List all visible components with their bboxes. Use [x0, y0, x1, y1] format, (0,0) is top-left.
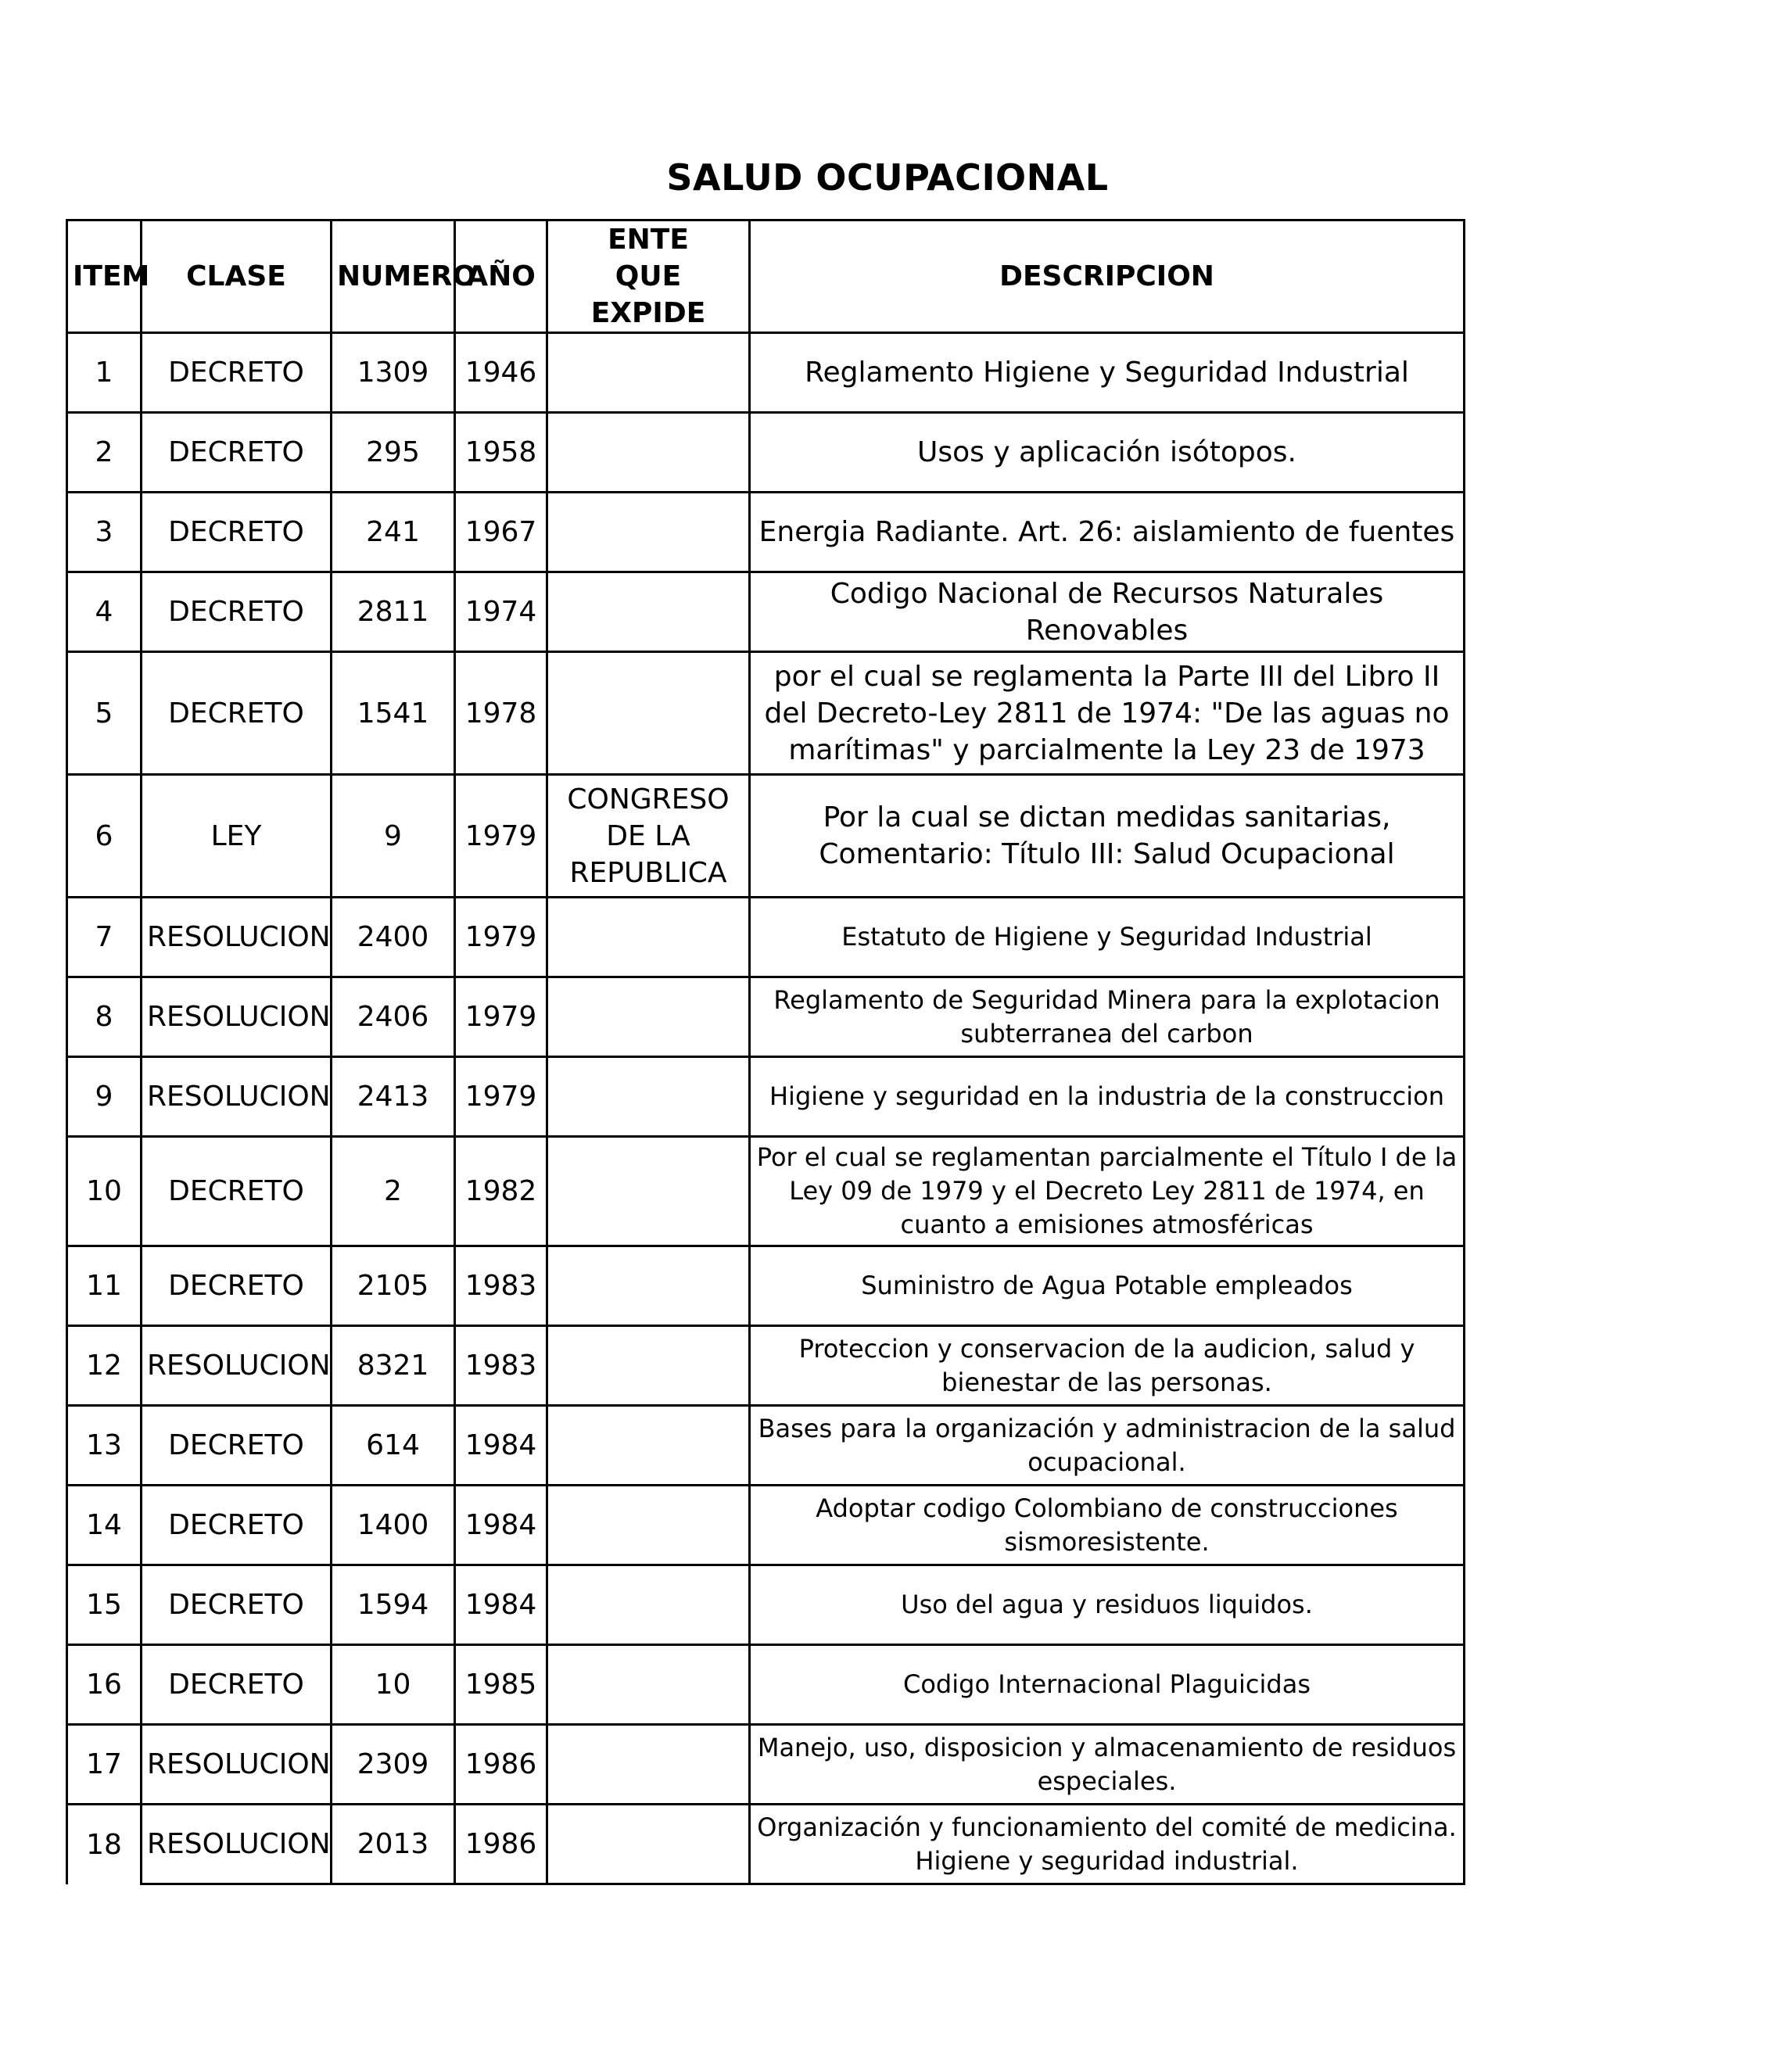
cell-ente	[547, 1246, 750, 1326]
cell-clase: RESOLUCION	[142, 1805, 332, 1884]
cell-clase: RESOLUCION	[142, 1057, 332, 1137]
cell-descripcion: Energia Radiante. Art. 26: aislamiento de fuentes	[750, 493, 1465, 572]
cell-anio: 1967	[455, 493, 547, 572]
cell-clase: LEY	[142, 775, 332, 898]
cell-item: 17	[67, 1725, 142, 1805]
cell-numero: 241	[332, 493, 455, 572]
cell-ente	[547, 413, 750, 493]
table-row	[67, 493, 1465, 572]
cell-anio: 1986	[455, 1805, 547, 1884]
cell-item: 4	[67, 572, 142, 652]
cell-anio: 1979	[455, 775, 547, 898]
cell-anio: 1982	[455, 1137, 547, 1246]
cell-anio: 1986	[455, 1725, 547, 1805]
cell-item: 15	[67, 1565, 142, 1645]
table-row	[67, 1406, 1465, 1486]
cell-ente	[547, 977, 750, 1057]
cell-clase: DECRETO	[142, 1645, 332, 1725]
cell-numero: 1541	[332, 652, 455, 775]
header-clase: CLASE	[142, 220, 332, 333]
table-row	[67, 1246, 1465, 1326]
cell-descripcion: Por el cual se reglamentan parcialmente el Título I de la Ley 09 de 1979 y el Decreto Ley 2811 de 1974, en cuanto a emisiones atmosféricas	[750, 1137, 1465, 1246]
table-row	[67, 572, 1465, 652]
cell-numero: 2	[332, 1137, 455, 1246]
cell-item: 8	[67, 977, 142, 1057]
table-row	[67, 898, 1465, 977]
cell-descripcion: Reglamento Higiene y Seguridad Industrial	[750, 333, 1465, 413]
cell-anio: 1974	[455, 572, 547, 652]
cell-numero: 10	[332, 1645, 455, 1725]
cell-ente	[547, 1326, 750, 1406]
cell-numero: 614	[332, 1406, 455, 1486]
cell-descripcion: Codigo Nacional de Recursos Naturales Renovables	[750, 572, 1465, 652]
cell-descripcion: Organización y funcionamiento del comité de medicina. Higiene y seguridad industrial.	[750, 1805, 1465, 1884]
cell-clase: RESOLUCION	[142, 1326, 332, 1406]
cell-clase: DECRETO	[142, 493, 332, 572]
cell-numero: 2400	[332, 898, 455, 977]
header-anio: AÑO	[455, 220, 547, 333]
cell-descripcion: por el cual se reglamenta la Parte III del Libro II del Decreto-Ley 2811 de 1974: "De las aguas no marítimas" y parcialmente la Ley 23 de 1973	[750, 652, 1465, 775]
cell-numero: 1594	[332, 1565, 455, 1645]
cell-numero: 8321	[332, 1326, 455, 1406]
cell-clase: DECRETO	[142, 1486, 332, 1565]
cell-clase: DECRETO	[142, 1246, 332, 1326]
cell-ente	[547, 1486, 750, 1565]
cell-ente	[547, 1406, 750, 1486]
cell-descripcion: Por la cual se dictan medidas sanitarias, Comentario: Título III: Salud Ocupacional	[750, 775, 1465, 898]
cell-item: 7	[67, 898, 142, 977]
cell-anio: 1984	[455, 1486, 547, 1565]
cell-item: 14	[67, 1486, 142, 1565]
cell-clase: DECRETO	[142, 413, 332, 493]
table-row	[67, 1057, 1465, 1137]
cell-clase: RESOLUCION	[142, 898, 332, 977]
cell-anio: 1984	[455, 1565, 547, 1645]
cell-clase: DECRETO	[142, 1406, 332, 1486]
cell-item: 2	[67, 413, 142, 493]
cell-numero: 2811	[332, 572, 455, 652]
cell-numero: 1309	[332, 333, 455, 413]
cell-ente	[547, 333, 750, 413]
cell-item: 3	[67, 493, 142, 572]
cell-anio: 1979	[455, 977, 547, 1057]
cell-item: 1	[67, 333, 142, 413]
cell-numero: 2013	[332, 1805, 455, 1884]
cell-anio: 1978	[455, 652, 547, 775]
cell-descripcion: Manejo, uso, disposicion y almacenamiento de residuos especiales.	[750, 1725, 1465, 1805]
cell-anio: 1958	[455, 413, 547, 493]
cell-ente: CONGRESO DE LA REPUBLICA	[547, 775, 750, 898]
cell-clase: DECRETO	[142, 652, 332, 775]
cell-descripcion: Higiene y seguridad en la industria de la construccion	[750, 1057, 1465, 1137]
cell-clase: DECRETO	[142, 333, 332, 413]
table-row	[67, 977, 1465, 1057]
page-title: SALUD OCUPACIONAL	[666, 156, 1109, 199]
cell-anio: 1983	[455, 1326, 547, 1406]
table-row	[67, 333, 1465, 413]
cell-descripcion: Usos y aplicación isótopos.	[750, 413, 1465, 493]
cell-numero: 2105	[332, 1246, 455, 1326]
header-numero: NUMERO	[332, 220, 455, 333]
cell-descripcion: Reglamento de Seguridad Minera para la explotacion subterranea del carbon	[750, 977, 1465, 1057]
cell-numero: 2413	[332, 1057, 455, 1137]
cell-anio: 1985	[455, 1645, 547, 1725]
cell-descripcion: Adoptar codigo Colombiano de construcciones sismoresistente.	[750, 1486, 1465, 1565]
cell-anio: 1984	[455, 1406, 547, 1486]
cell-anio: 1946	[455, 333, 547, 413]
cell-anio: 1979	[455, 898, 547, 977]
table-row	[67, 1137, 1465, 1246]
cell-clase: DECRETO	[142, 1565, 332, 1645]
table-row	[67, 1565, 1465, 1645]
cell-numero: 295	[332, 413, 455, 493]
cell-ente	[547, 652, 750, 775]
cell-ente	[547, 898, 750, 977]
table-header-row	[67, 220, 1465, 333]
cell-item: 6	[67, 775, 142, 898]
cell-item: 13	[67, 1406, 142, 1486]
cell-ente	[547, 1805, 750, 1884]
cell-descripcion: Estatuto de Higiene y Seguridad Industrial	[750, 898, 1465, 977]
cell-ente	[547, 1645, 750, 1725]
header-descripcion: DESCRIPCION	[750, 220, 1465, 333]
cell-clase: DECRETO	[142, 572, 332, 652]
cell-item: 11	[67, 1246, 142, 1326]
header-item: ITEM	[67, 220, 142, 333]
cell-descripcion: Bases para la organización y administracion de la salud ocupacional.	[750, 1406, 1465, 1486]
cell-item: 9	[67, 1057, 142, 1137]
cell-clase: DECRETO	[142, 1137, 332, 1246]
table-row	[67, 1725, 1465, 1805]
cell-numero: 2309	[332, 1725, 455, 1805]
cell-item: 16	[67, 1645, 142, 1725]
cell-item: 18	[67, 1805, 142, 1884]
cell-ente	[547, 1565, 750, 1645]
cell-anio: 1979	[455, 1057, 547, 1137]
cell-numero: 1400	[332, 1486, 455, 1565]
header-ente: ENTE QUE EXPIDE	[547, 220, 750, 333]
cell-ente	[547, 1137, 750, 1246]
cell-numero: 9	[332, 775, 455, 898]
table-row	[67, 1805, 1465, 1884]
cell-clase: RESOLUCION	[142, 1725, 332, 1805]
cell-clase: RESOLUCION	[142, 977, 332, 1057]
cell-descripcion: Suministro de Agua Potable empleados	[750, 1246, 1465, 1326]
cell-ente	[547, 1725, 750, 1805]
cell-ente	[547, 1057, 750, 1137]
cell-item: 5	[67, 652, 142, 775]
cell-anio: 1983	[455, 1246, 547, 1326]
cell-ente	[547, 572, 750, 652]
cell-numero: 2406	[332, 977, 455, 1057]
cell-descripcion: Proteccion y conservacion de la audicion, salud y bienestar de las personas.	[750, 1326, 1465, 1406]
table-row	[67, 413, 1465, 493]
cell-ente	[547, 493, 750, 572]
table-row	[67, 1645, 1465, 1725]
cell-item: 10	[67, 1137, 142, 1246]
table-row	[67, 652, 1465, 775]
cell-descripcion: Codigo Internacional Plaguicidas	[750, 1645, 1465, 1725]
table-row	[67, 775, 1465, 898]
cell-descripcion: Uso del agua y residuos liquidos.	[750, 1565, 1465, 1645]
cell-item: 12	[67, 1326, 142, 1406]
table-row	[67, 1326, 1465, 1406]
regulations-table	[66, 219, 1465, 1885]
table-row	[67, 1486, 1465, 1565]
